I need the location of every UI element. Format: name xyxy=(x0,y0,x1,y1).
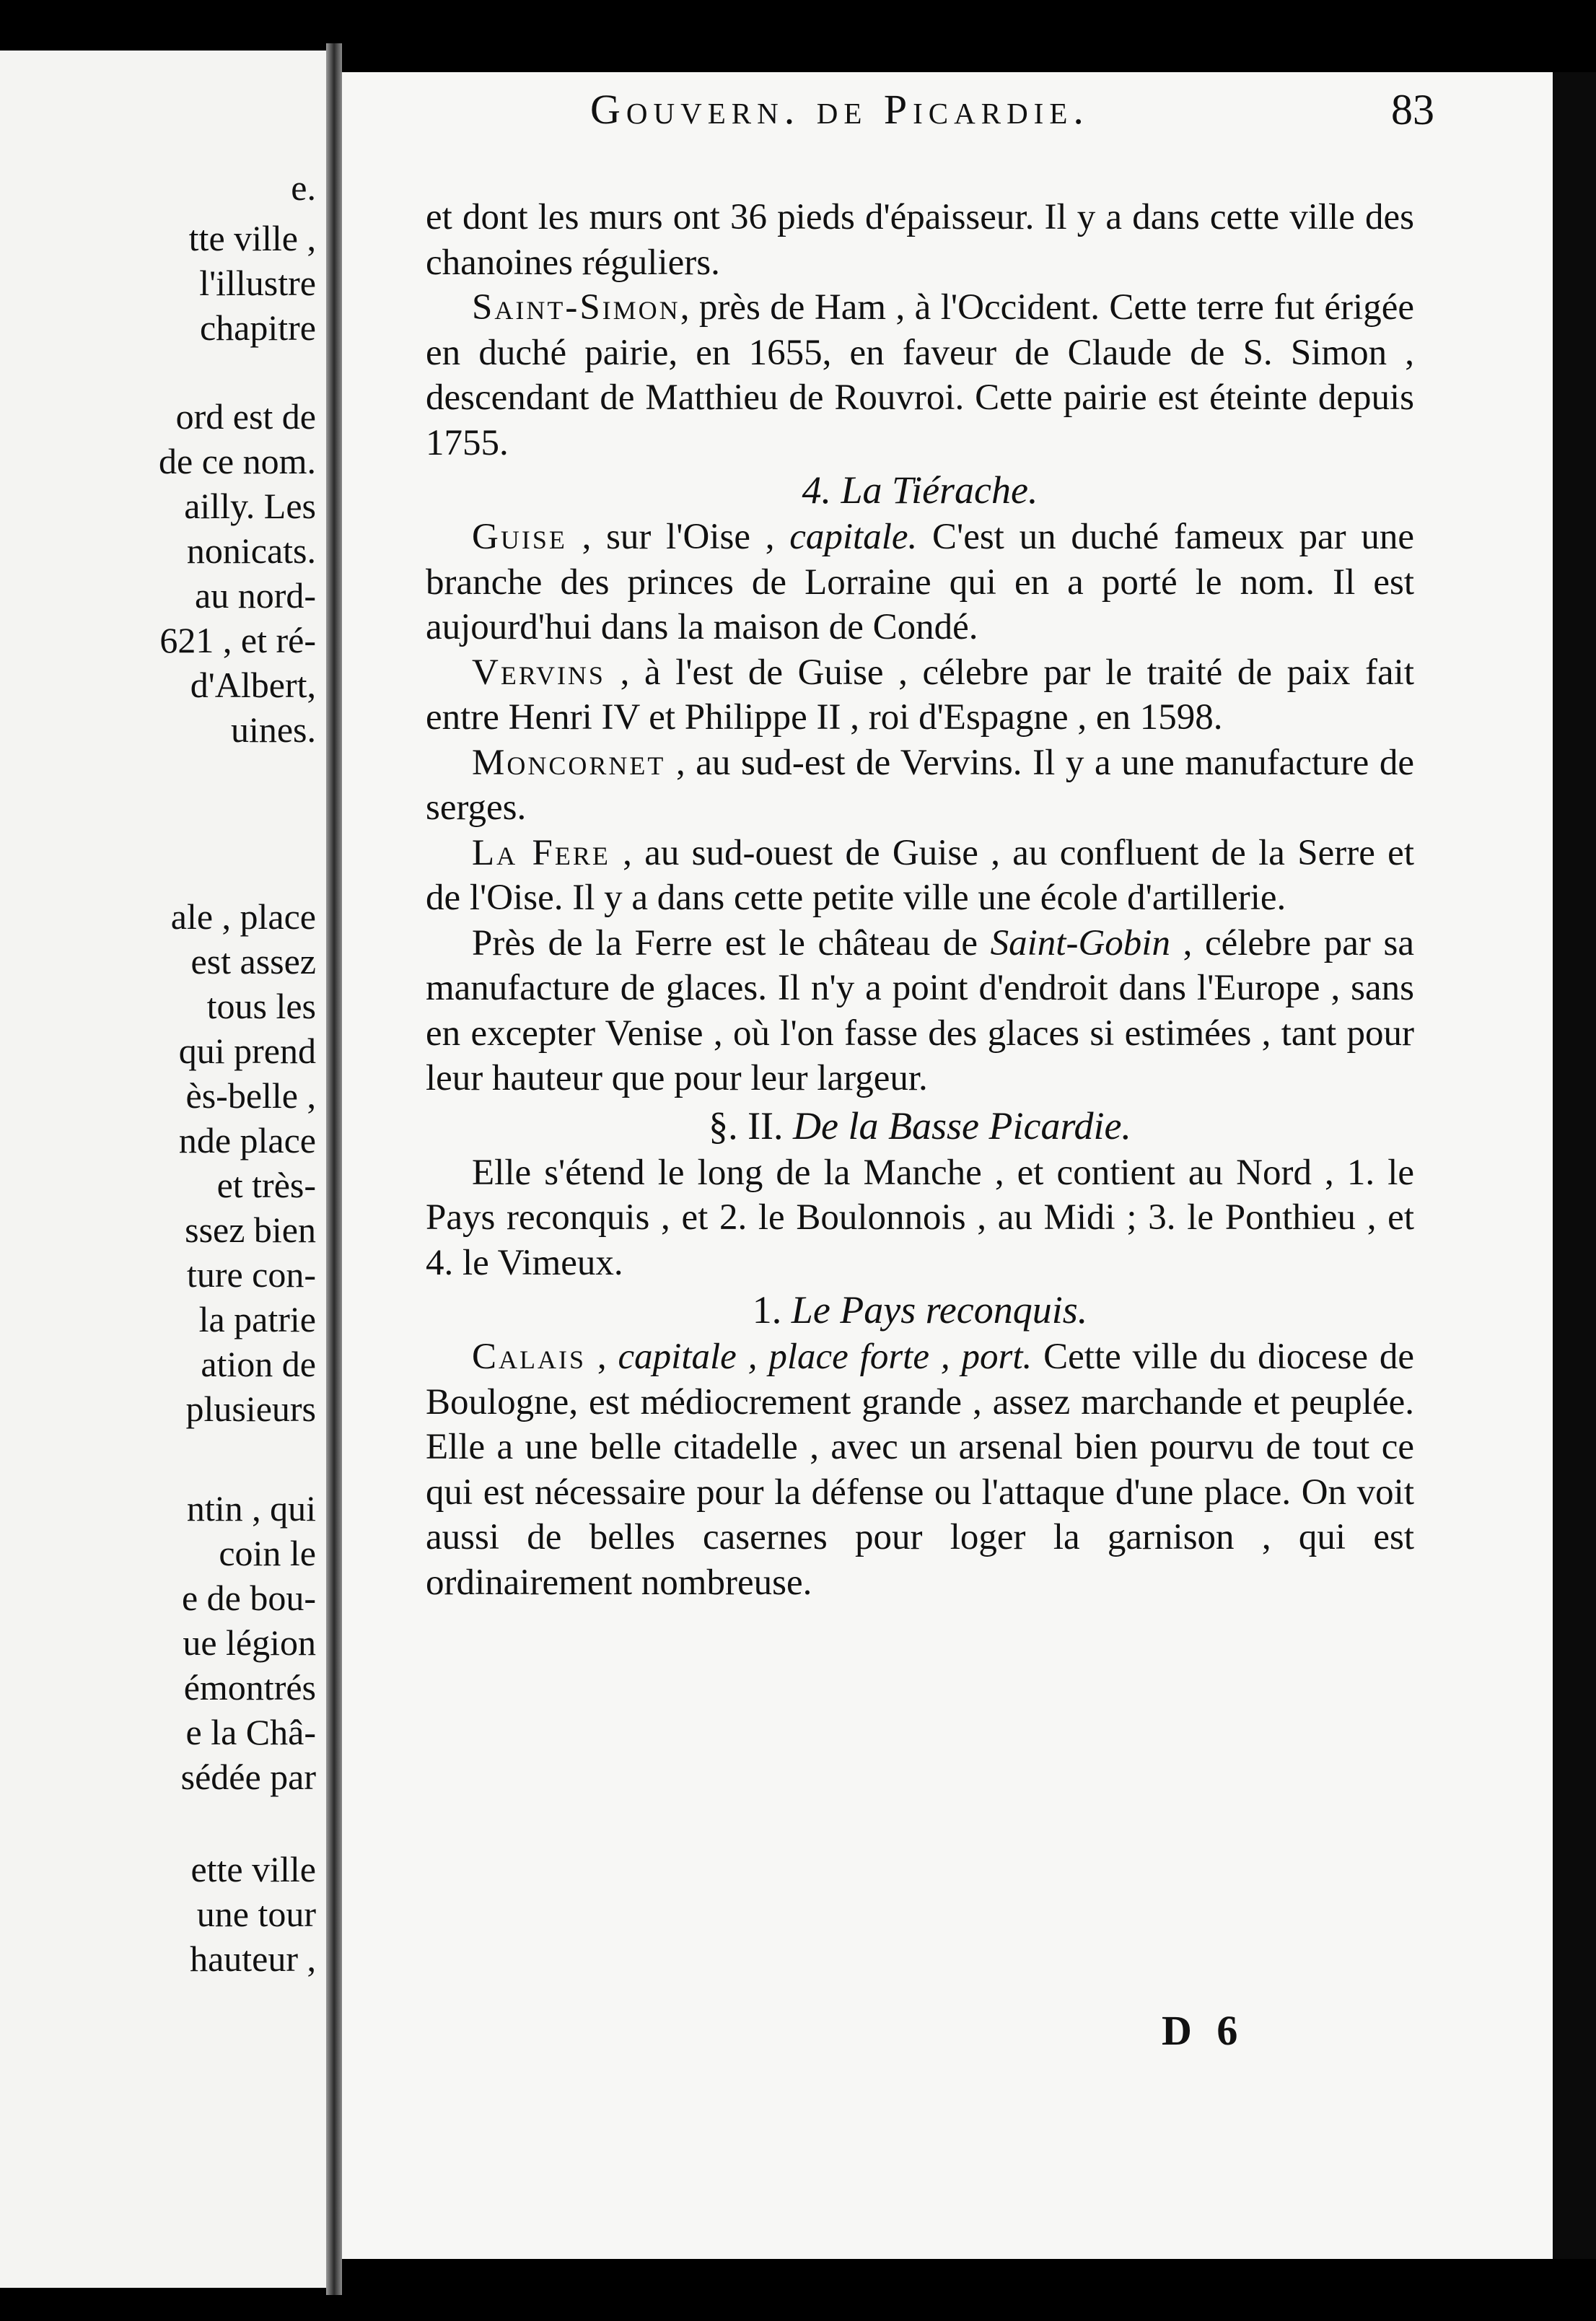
subsection-heading-tierache: 4. La Tiérache. xyxy=(802,468,1038,512)
paragraph-text: Cette ville du diocese de Boulogne, est médiocrement grande , assez marchande et peuplée. Elle a une belle citadelle , avec un arsenal bien pourvu de tout ce qui est nécessaire pour la défense ou l'attaque d'une place. On voit aussi de belles casernes pour loger la garnison , qui est ordinairement nombreuse. xyxy=(426,1337,1415,1603)
running-title: Gouvern. de Picardie. xyxy=(590,86,1089,133)
paragraph-text: , célebre par sa manufacture de glaces. Il n'y a point d'endroit dans l'Europe , sans en excepter Venise , où l'on fasse des glaces si estimées , tant pour leur hauteur que pour leur largeur. xyxy=(426,922,1414,1098)
left-page-line: tte ville , xyxy=(188,218,316,258)
paragraph-text: Près de la Ferre est le château de xyxy=(472,922,991,963)
paragraph-basse-picardie: Elle s'étend le long de la Manche , et contient au Nord , 1. le Pays reconquis , et 2. le Boulonnois , au Midi ; 3. le Ponthieu , et 4. le Vimeux. xyxy=(426,1152,1414,1283)
left-page-line: ale , place xyxy=(170,896,316,937)
left-page-line: nde place xyxy=(178,1120,316,1160)
left-page-line: l'illustre xyxy=(199,263,316,303)
paragraph-calais xyxy=(426,1334,1414,1605)
left-page-line: hauteur , xyxy=(190,1938,316,1979)
left-page-line: e la Châ- xyxy=(185,1712,316,1752)
subsection-title: Le Pays reconquis. xyxy=(791,1288,1088,1332)
left-page-line: au nord- xyxy=(195,575,316,616)
section-number: §. II. xyxy=(709,1103,784,1148)
left-page-line: une tour xyxy=(196,1894,316,1934)
left-page-line: ès-belle , xyxy=(185,1075,316,1116)
place-name: Moncornet xyxy=(472,742,666,783)
left-page-line: chapitre xyxy=(199,307,316,348)
left-page-line: tous les xyxy=(206,986,316,1026)
left-page-line: nonicats. xyxy=(186,530,316,571)
left-page-line: est assez xyxy=(190,941,316,982)
paragraph-text: , à l'est de Guise , célebre par le traité de paix fait entre Henri IV et Philippe II , roi d'Espagne , en 1598. xyxy=(426,652,1414,738)
left-page-line: qui prend xyxy=(178,1031,316,1071)
paragraph-text: , au sud-est de Vervins. Il y a une manufacture de serges. xyxy=(426,742,1414,828)
subsection-heading-pays-reconquis xyxy=(426,1285,1414,1334)
paragraph-vervins xyxy=(426,650,1414,740)
place-name: Saint-Simon xyxy=(472,287,680,328)
left-page-line: e de bou- xyxy=(181,1578,316,1618)
page-edge xyxy=(1553,72,1596,2259)
paragraph-text: C'est un duché fameux par une branche des princes de Lorraine qui en a porté le nom. Il est aujourd'hui dans la maison de Condé. xyxy=(426,517,1414,647)
left-page-line: ntin , qui xyxy=(186,1488,316,1529)
left-page-line: ue légion xyxy=(183,1622,316,1663)
running-header xyxy=(251,85,1434,150)
left-page-line: ette ville xyxy=(190,1849,316,1889)
paragraph-saint-gobin xyxy=(426,921,1414,1101)
book-gutter xyxy=(326,43,342,2295)
left-page-fragment xyxy=(0,51,326,2288)
section-title: De la Basse Picardie. xyxy=(793,1103,1131,1148)
left-page-line: ssez bien xyxy=(185,1210,316,1250)
left-page-line: ailly. Les xyxy=(184,486,316,526)
left-page-line: coin le xyxy=(219,1533,316,1573)
paragraph-moncornet xyxy=(426,740,1414,831)
left-page-line: ation de xyxy=(201,1344,316,1384)
paragraph-text: , sur l'Oise , xyxy=(566,517,790,557)
paragraph-text: , près de Ham , à l'Occident. Cette terre fut érigée en duché pairie, en 1655, en faveur de Claude de S. Simon , descendant de Matthieu de Rouvroi. Cette pairie est éteinte depuis 1755. xyxy=(426,287,1414,463)
place-name: La Fere xyxy=(472,832,610,873)
paragraph-text: , xyxy=(586,1337,618,1377)
left-page-line: émontrés xyxy=(183,1667,316,1708)
left-page-line: d'Albert, xyxy=(190,665,316,705)
paragraph-italic: Saint-Gobin xyxy=(990,922,1170,963)
paragraph-continuation: et dont les murs ont 36 pieds d'épaisseur. Il y a dans cette ville des chanoines réguliers. xyxy=(426,197,1414,283)
left-page-line: la patrie xyxy=(198,1299,316,1339)
subsection-number: 1. xyxy=(752,1288,782,1332)
paragraph-italic: capitale , place forte , port. xyxy=(618,1337,1032,1377)
left-page-line: plusieurs xyxy=(185,1389,316,1429)
left-page-line: ord est de xyxy=(175,396,316,437)
place-name: Guise xyxy=(472,517,567,557)
left-page-line: 621 , et ré- xyxy=(159,620,316,660)
paragraph-italic: capitale. xyxy=(789,517,918,557)
paragraph-la-fere xyxy=(426,831,1414,921)
left-page-line: e. xyxy=(291,167,316,208)
left-page-line: de ce nom. xyxy=(159,441,316,481)
paragraph-saint-simon xyxy=(426,285,1414,465)
left-page-line: ture con- xyxy=(186,1254,316,1295)
page-body xyxy=(426,195,1414,1605)
paragraph-guise xyxy=(426,515,1414,650)
left-page-line: sédée par xyxy=(180,1757,316,1797)
page-number: 83 xyxy=(1391,86,1434,134)
paragraph-text: , au sud-ouest de Guise , au confluent de la Serre et de l'Oise. Il y a dans cette petite ville une école d'artillerie. xyxy=(426,832,1414,918)
place-name: Vervins xyxy=(472,652,605,693)
section-heading-basse-picardie xyxy=(426,1101,1414,1150)
left-page-line: et très- xyxy=(216,1165,316,1205)
left-page-line: uines. xyxy=(230,709,316,750)
signature-mark: D 6 xyxy=(1162,2007,1245,2054)
place-name: Calais xyxy=(472,1337,587,1377)
